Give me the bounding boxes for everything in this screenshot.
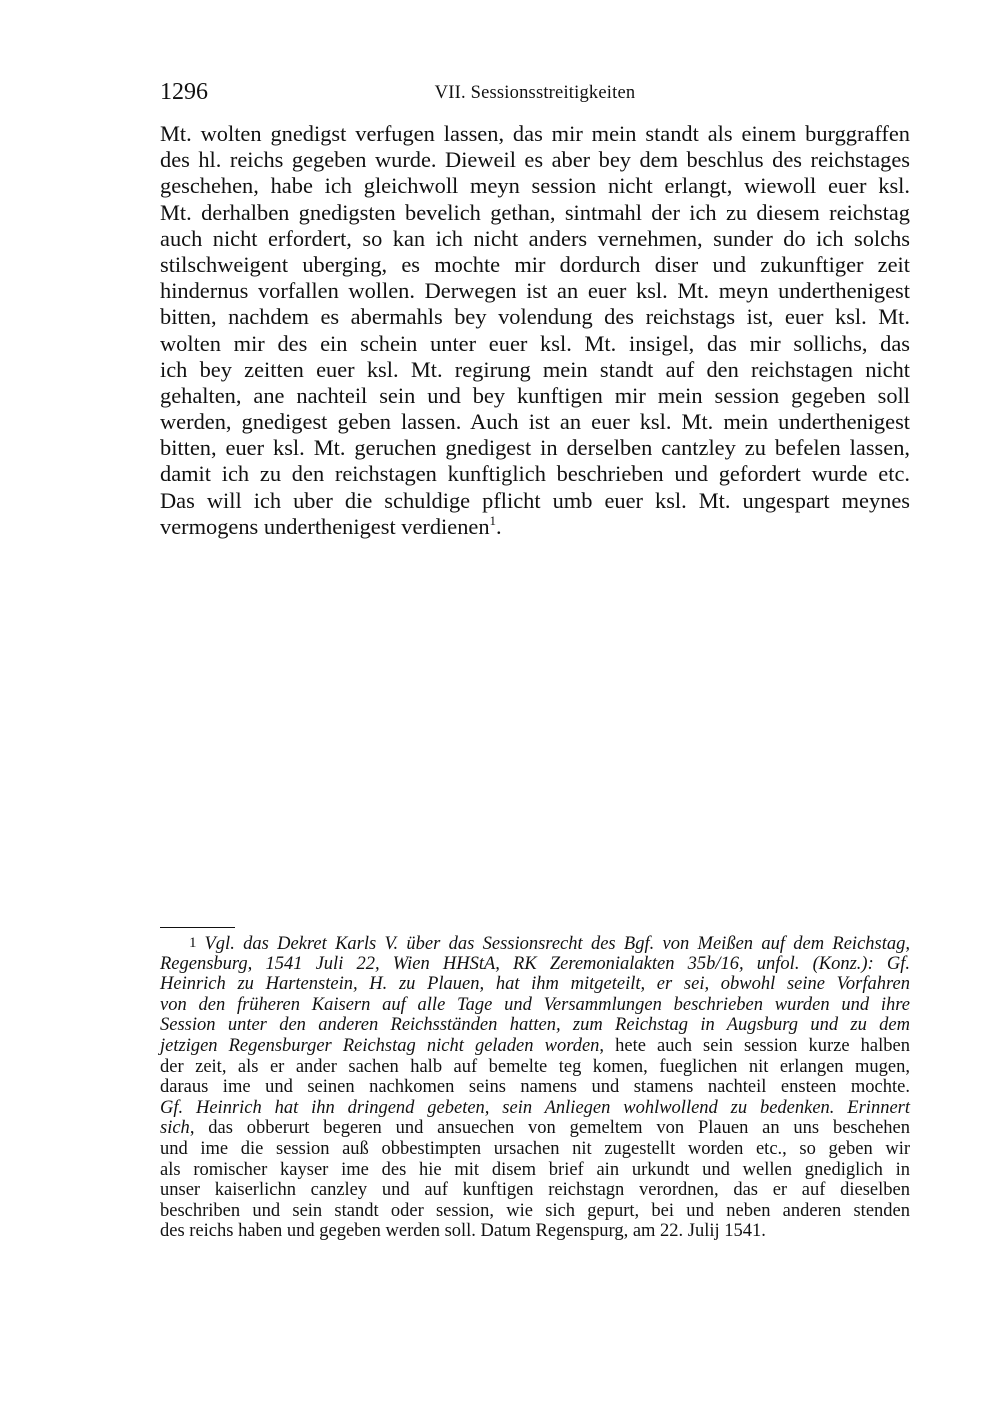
text-line: Mt. wolten gnedigst verfugen lassen, das mir mein standt als einem burggraffen (160, 121, 910, 146)
footnote-line: von den früheren Kaisern auf alle Tage und Versammlungen beschrieben wurden und ihre (160, 994, 910, 1015)
footnote-line: als romischer kayser ime des hie mit disem brief ain urkundt und wellen gnediglich in (160, 1159, 910, 1180)
footnote-line: Regensburg, 1541 Juli 22, Wien HHStA, RK Zeremonialakten 35b/16, unfol. (Konz.): Gf. (160, 953, 910, 974)
text-line: ich bey zeitten euer ksl. Mt. regirung mein standt auf den reichstagen nicht (160, 356, 910, 382)
text-line: geschehen, habe ich gleichwoll meyn session nicht erlangt, wiewoll euer ksl. (160, 173, 910, 199)
footnote-line: beschriben und sein standt oder session, wie sich gepurt, bei und neben anderen stenden (160, 1200, 910, 1221)
text-line: werden, gnedigest geben lassen. Auch ist an euer ksl. Mt. mein underthenigest (160, 409, 910, 435)
footnote-line (160, 1118, 910, 1139)
text-line: Das will ich uber die schuldige pflicht umb euer ksl. Mt. ungespart meynes (160, 487, 910, 513)
footnote-roman-span: , hete auch sein session kurze halben (599, 1035, 910, 1056)
text-line: wolten mir des ein schein unter euer ksl. Mt. insigel, das mir sollichs, das (160, 330, 910, 356)
footnote-line: daraus ime und seinen nachkomen seins namens und stamens nachteil ensteen mochte. (160, 1077, 910, 1098)
footnote-roman-span: , das obberurt begeren und ansuechen von gemeltem von Plauen an uns beschehen (189, 1118, 910, 1139)
text-line-last (160, 514, 910, 540)
running-title: VII. Sessionsstreitigkeiten (434, 83, 636, 103)
text-line: gehalten, ane nachteil sein und bey kunftigen mir mein session gegeben soll (160, 382, 910, 408)
main-text (160, 121, 910, 540)
footnote-italic-span: sich (160, 1118, 190, 1139)
page-number: 1296 (160, 79, 208, 105)
footnote-line (160, 1036, 910, 1057)
text-line: bitten, nachdem es abermahls bey volendung des reichstags ist, euer ksl. Mt. (160, 304, 910, 330)
footnote-line: Session unter den anderen Reichsständen hatten, zum Reichstag in Augsburg und zu dem (160, 1015, 910, 1036)
footnote-line-text: Vgl. das Dekret Karls V. über das Sessionsrecht des Bgf. von Meißen auf dem Reichstag, (204, 934, 910, 954)
text-line: stilschweigent uberging, es mochte mir dordurch diser und zukunftiger zeit (160, 251, 910, 277)
footnote-separator (160, 927, 235, 928)
text-line-end-punct: . (496, 513, 502, 539)
text-line: auch nicht erfordert, so kan ich nicht anders vernehmen, sunder do ich solchs (160, 225, 910, 251)
text-line: damit ich zu den reichstagen kunftiglich beschrieben und gefordert wurde etc. (160, 461, 910, 487)
footnote-line: und ime die session auß obbestimpten ursachen nit zugestellt worden etc., so geben wir (160, 1138, 910, 1159)
text-line: bitten, euer ksl. Mt. geruchen gnedigest in derselben cantzley zu befelen lassen, (160, 435, 910, 461)
footnote-reference[interactable]: 1 (489, 512, 497, 528)
footnote-line: Heinrich zu Hartenstein, H. zu Plauen, hat ihm mitgeteilt, er sei, obwohl seine Vorfahren (160, 974, 910, 995)
footnote-line: der zeit, als er ander sachen halb auf bemelte teg komen, fueglichen nit erlangen mugen, (160, 1056, 910, 1077)
footnote-marker: 1 (189, 935, 197, 951)
footnote (160, 933, 910, 1242)
text-line: des hl. reichs gegeben wurde. Dieweil es aber bey dem beschlus des reichstages (160, 147, 910, 173)
text-line-last-words: vermogens underthenigest verdienen (160, 513, 490, 539)
footnote-line: unser kaiserlichn canzley und auf kunftigen reichstagn verordnen, das er auf dieselben (160, 1180, 910, 1201)
footnote-line-last: des reichs haben und gegeben werden soll. Datum Regenspurg, am 22. Julij 1541. (160, 1221, 766, 1242)
text-line: hindernus vorfallen wollen. Derwegen ist an euer ksl. Mt. meyn underthenigest (160, 278, 910, 304)
footnote-italic-span: jetzigen Regensburger Reichstag nicht geladen worden (160, 1035, 600, 1056)
text-line: Mt. derhalben gnedigsten bevelich gethan, sintmahl der ich zu diesem reichstag (160, 199, 910, 225)
footnote-line: Gf. Heinrich hat ihn dringend gebeten, sein Anliegen wohlwollend zu bedenken. Erinnert (160, 1097, 910, 1118)
footnote-line (160, 933, 910, 954)
